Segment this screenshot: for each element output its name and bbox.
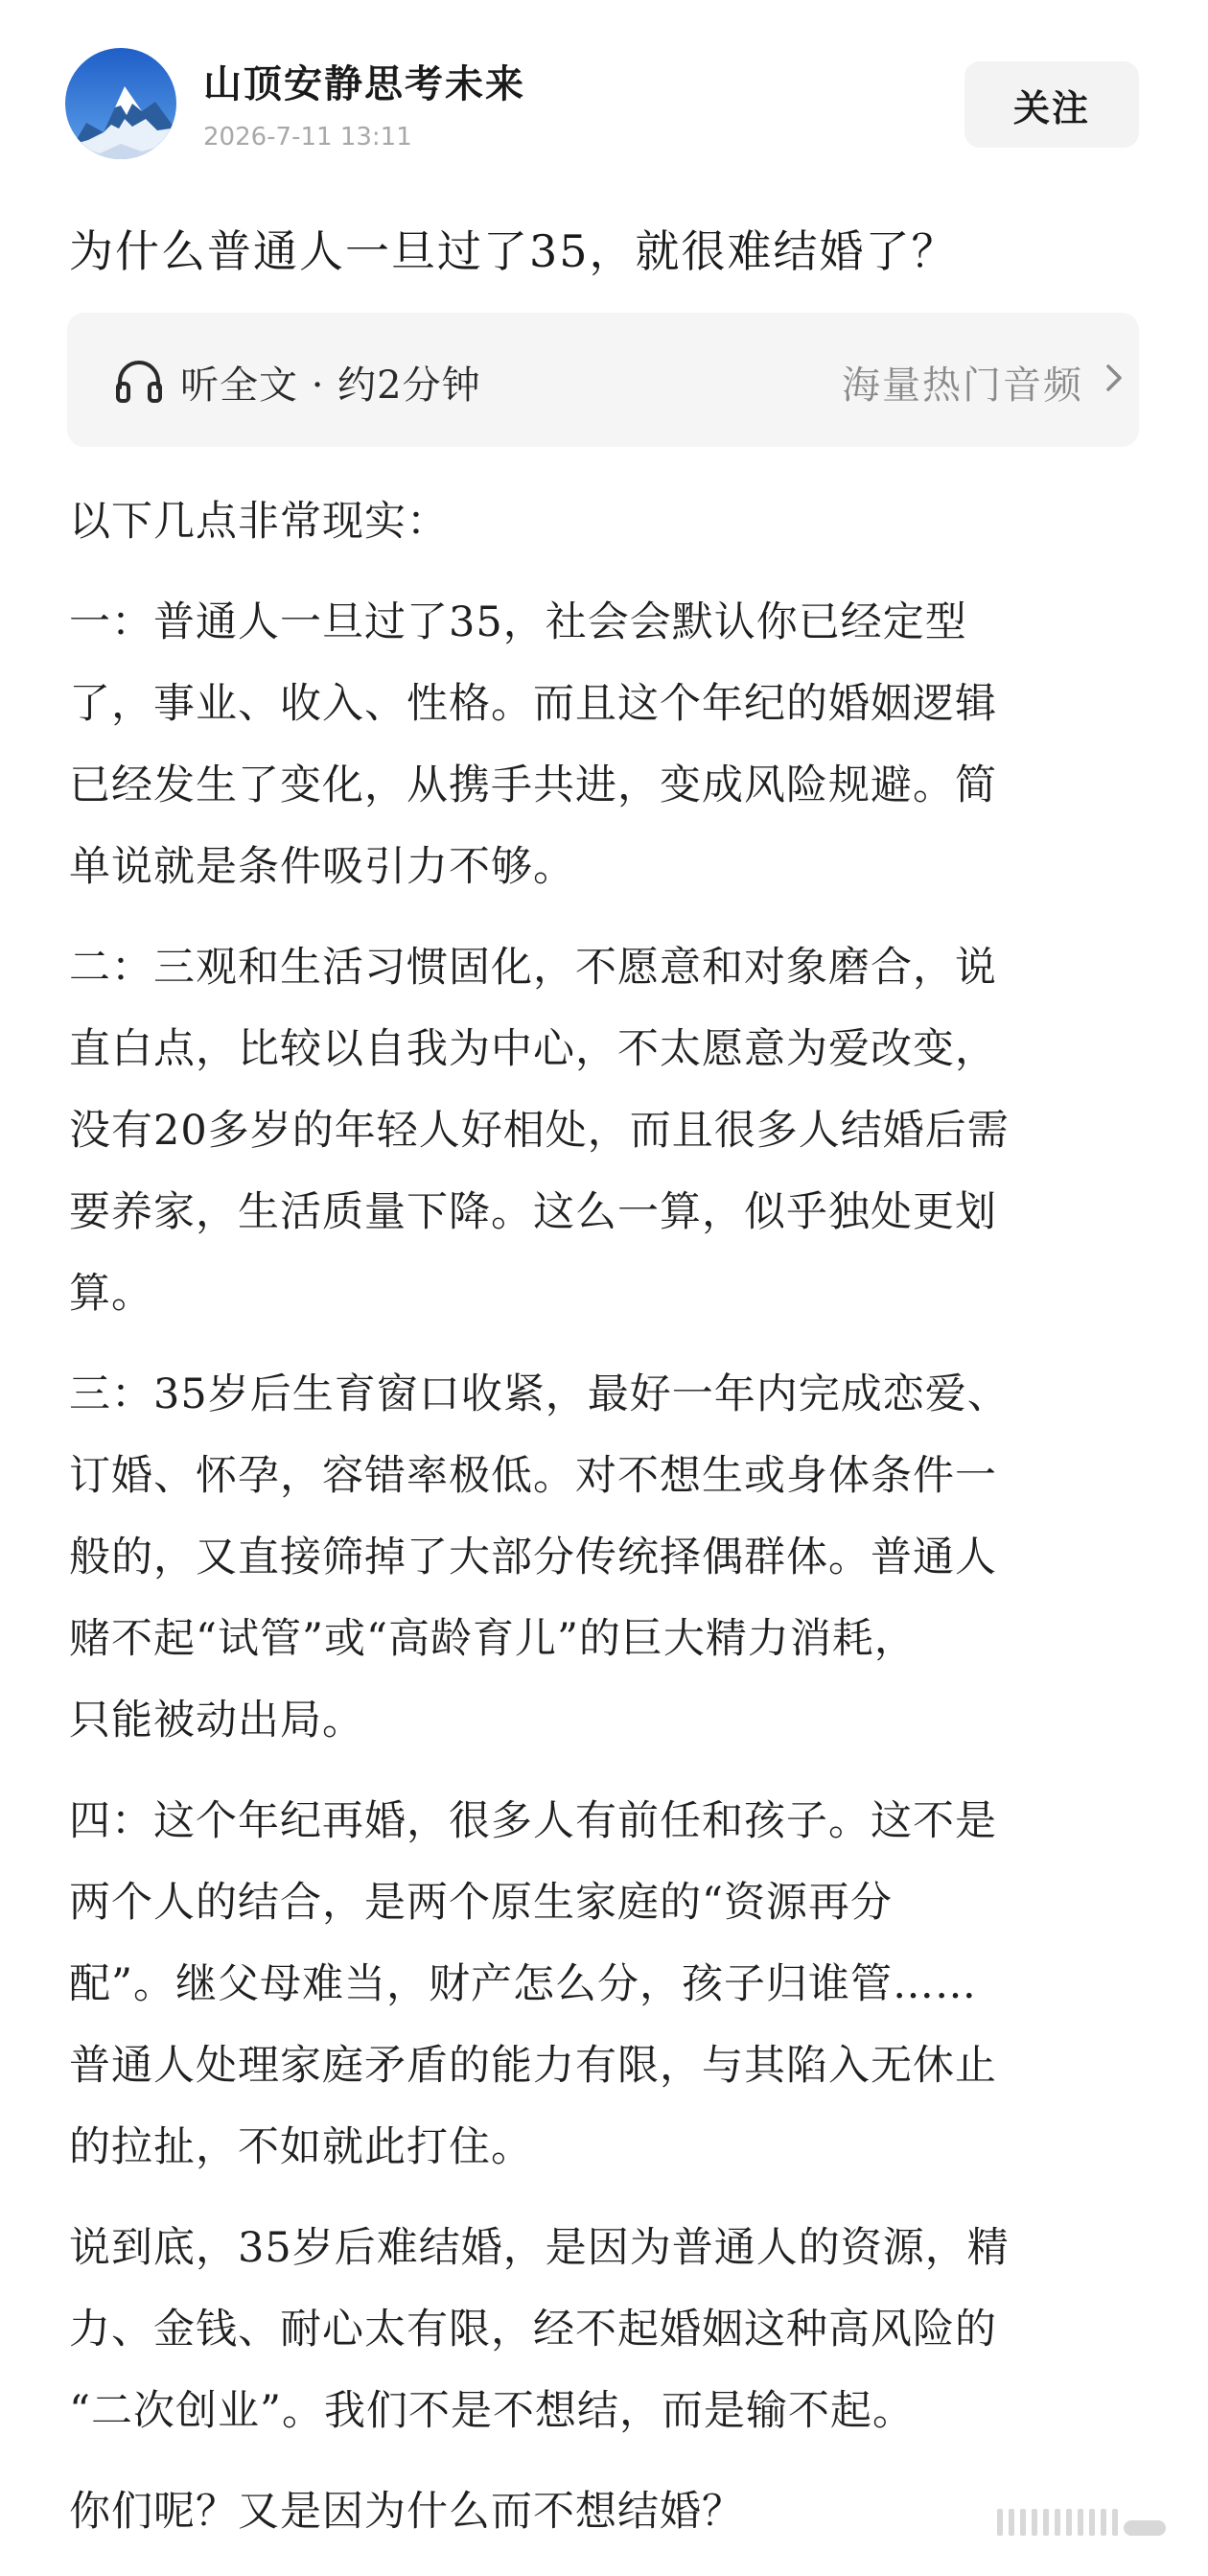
article-title: 为什么普通人一旦过了35，就很难结婚了？ — [69, 225, 958, 277]
article-body — [69, 481, 1139, 2572]
paragraph-point-3: 三：35岁后生育窗口收紧，最好一年内完成恋爱、 订婚、怀孕，容错率极低。对不想生或身体条件一 般的，又直接筛掉了大部分传统择偶群体。普通人 赌不起“试管”或“高龄育儿”的巨大精力消耗， 只能被动出局。 — [69, 1370, 1010, 1745]
paragraph-point-4: 四：这个年纪再婚，很多人有前任和孩子。这不是 两个人的结合，是两个原生家庭的“资源再分 配”。继父母难当，财产怎么分，孩子归谁管…… 普通人处理家庭矛盾的能力有限，与其陷入无休止 的拉扯，不如就此打住。 — [69, 1797, 997, 2171]
author-name[interactable]: 山顶安静思考未来 — [203, 62, 525, 106]
audio-duration-label: 听全文 · 约2分钟 — [180, 363, 481, 408]
post-timestamp: 2026-7-11 13:11 — [203, 123, 412, 152]
paragraph-point-1: 一：普通人一旦过了35，社会会默认你已经定型 了，事业、收入、性格。而且这个年纪的婚姻逻辑 已经发生了变化，从携手共进，变成风险规避。简 单说就是条件吸引力不够。 — [69, 598, 997, 891]
chevron-right-icon — [1101, 361, 1126, 395]
headphones-icon — [115, 359, 163, 403]
listen-full-text-bar[interactable] — [67, 313, 1139, 447]
post-header — [0, 0, 1208, 182]
follow-button[interactable]: 关注 — [964, 61, 1139, 148]
author-avatar[interactable] — [65, 48, 176, 159]
more-options-icon[interactable] — [997, 2497, 1177, 2543]
paragraph-intro: 以下几点非常现实： — [69, 498, 449, 546]
paragraph-question: 你们呢？又是因为什么而不想结婚？ — [69, 2488, 744, 2536]
snow-mountain-icon — [65, 48, 176, 159]
paragraph-point-2: 二：三观和生活习惯固化，不愿意和对象磨合，说 直白点，比较以自我为中心，不太愿意为爱改变， 没有20多岁的年轻人好相处，而且很多人结婚后需 要养家，生活质量下降。这么一算，似乎独处更划 算。 — [69, 944, 1010, 1318]
paragraph-conclusion: 说到底，35岁后难结婚，是因为普通人的资源，精 力、金钱、耐心太有限，经不起婚姻这种高风险的 “二次创业”。我们不是不想结，而是输不起。 — [69, 2224, 1010, 2435]
audio-more-link[interactable]: 海量热门音频 — [842, 363, 1083, 408]
